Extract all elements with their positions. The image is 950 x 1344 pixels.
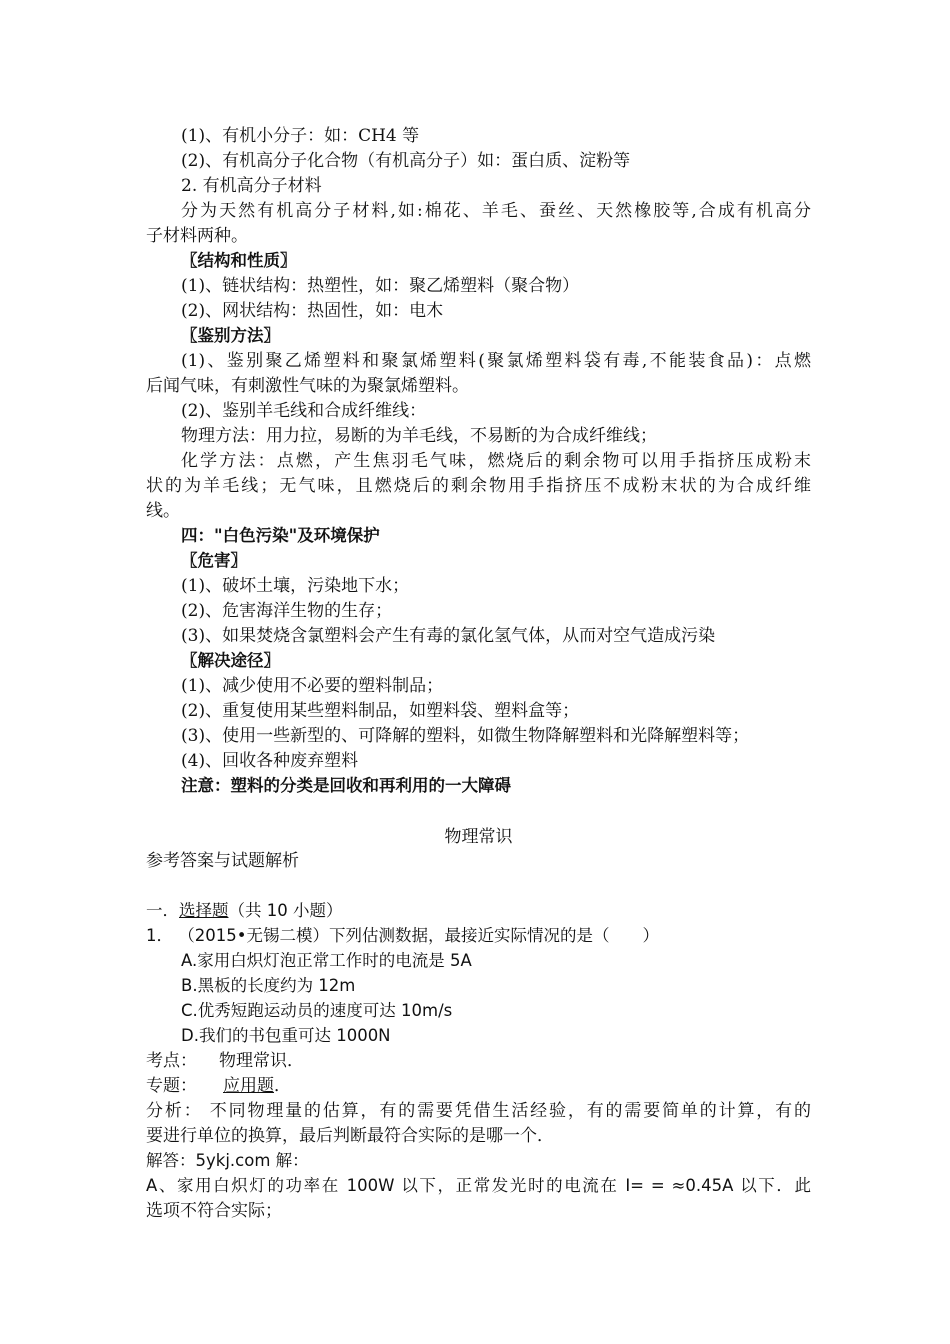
question-stem: 1． （2015•无锡二模）下列估测数据，最接近实际情况的是（ ）	[146, 926, 659, 945]
zhuanti-label: 专题：	[146, 1076, 197, 1096]
fenxi-line-2: 要进行单位的换算，最后判断最符合实际的是哪一个．	[146, 1126, 554, 1146]
text-line: 物理方法：用力拉，易断的为羊毛线，不易断的为合成纤维线；	[181, 426, 657, 446]
text-line: (4)、回收各种废弃塑料	[181, 751, 359, 771]
text-line: (3)、如果焚烧含氯塑料会产生有毒的氯化氢气体，从而对空气造成污染	[181, 626, 716, 646]
text-line: (1)、鉴别聚乙烯塑料和聚氯烯塑料(聚氯烯塑料袋有毒,不能装食品)：点燃	[181, 351, 811, 371]
text-line: 后闻气味，有刺激性气味的为聚氯烯塑料。	[146, 376, 469, 396]
jieda-line: 解答：5ykj.com 解：	[146, 1151, 309, 1170]
heading-identify: 〖鉴别方法〗	[181, 326, 280, 345]
section-link[interactable]: 选择题	[179, 901, 229, 920]
option-d: D.我们的书包重可达 1000N	[181, 1026, 391, 1045]
fenxi-line-1: 分析： 不同物理量的估算，有的需要凭借生活经验，有的需要简单的计算，有的	[146, 1101, 811, 1121]
option-a: A.家用白炽灯泡正常工作时的电流是 5A	[181, 951, 472, 970]
zhuanti-link[interactable]: 应用题	[223, 1076, 274, 1096]
kaodian-label: 考点：	[146, 1051, 197, 1071]
text-line: 分为天然有机高分子材料,如:棉花、羊毛、蚕丝、天然橡胶等,合成有机高分	[181, 201, 811, 221]
text-line: (2)、危害海洋生物的生存；	[181, 601, 393, 621]
question-section-heading	[146, 899, 811, 923]
section-suffix: （共 10 小题）	[228, 901, 343, 920]
heading-solution: 〖解决途径〗	[181, 651, 280, 670]
heading-white-pollution: 四："白色污染"及环境保护	[181, 526, 380, 545]
answer-a-line-2: 选项不符合实际；	[146, 1201, 282, 1221]
option-c: C.优秀短跑运动员的速度可达 10m/s	[181, 1001, 453, 1020]
text-line: (2)、有机高分子化合物（有机高分子）如：蛋白质、淀粉等	[181, 151, 631, 171]
answer-a-line-1: A、家用白炽灯的功率在 100W 以下，正常发光时的电流在 I= = ≈0.45A 以下．此	[146, 1176, 811, 1195]
note-line: 注意：塑料的分类是回收和再利用的一大障碍	[181, 776, 511, 795]
text-line: (3)、使用一些新型的、可降解的塑料，如微生物降解塑料和光降解塑料等；	[181, 726, 750, 746]
text-line: (1)、破坏土壤，污染地下水；	[181, 576, 410, 596]
text-line: 状的为羊毛线；无气味，且燃烧后的剩余物用手指挤压不成粉末状的为合成纤维	[146, 476, 811, 496]
answer-heading: 参考答案与试题解析	[146, 851, 299, 871]
heading-harm: 〖危害〗	[181, 551, 247, 570]
text-line: 子材料两种。	[146, 226, 248, 246]
kaodian-line	[146, 1049, 811, 1073]
text-line: (1)、有机小分子：如：CH4 等	[181, 126, 420, 146]
kaodian-value: 物理常识．	[219, 1051, 304, 1071]
heading-structure: 〖结构和性质〗	[181, 251, 297, 270]
text-line: 2. 有机高分子材料	[181, 176, 322, 196]
text-line: (2)、重复使用某些塑料制品，如塑料袋、塑料盒等；	[181, 701, 580, 721]
option-b: B.黑板的长度约为 12m	[181, 976, 356, 995]
text-line: (2)、鉴别羊毛线和合成纤维线：	[181, 401, 427, 421]
section-title: 物理常识	[444, 827, 513, 847]
text-line: (1)、减少使用不必要的塑料制品；	[181, 676, 444, 696]
section-prefix: 一．	[146, 901, 179, 920]
text-line: 化学方法：点燃，产生焦羽毛气味，燃烧后的剩余物可以用手指挤压成粉末	[181, 451, 811, 471]
zhuanti-end: ．	[274, 1076, 291, 1096]
text-line: 线。	[146, 501, 180, 521]
text-line: (2)、网状结构：热固性，如：电木	[181, 301, 444, 321]
zhuanti-line	[146, 1074, 811, 1098]
text-line: (1)、链状结构：热塑性，如：聚乙烯塑料（聚合物）	[181, 276, 580, 296]
